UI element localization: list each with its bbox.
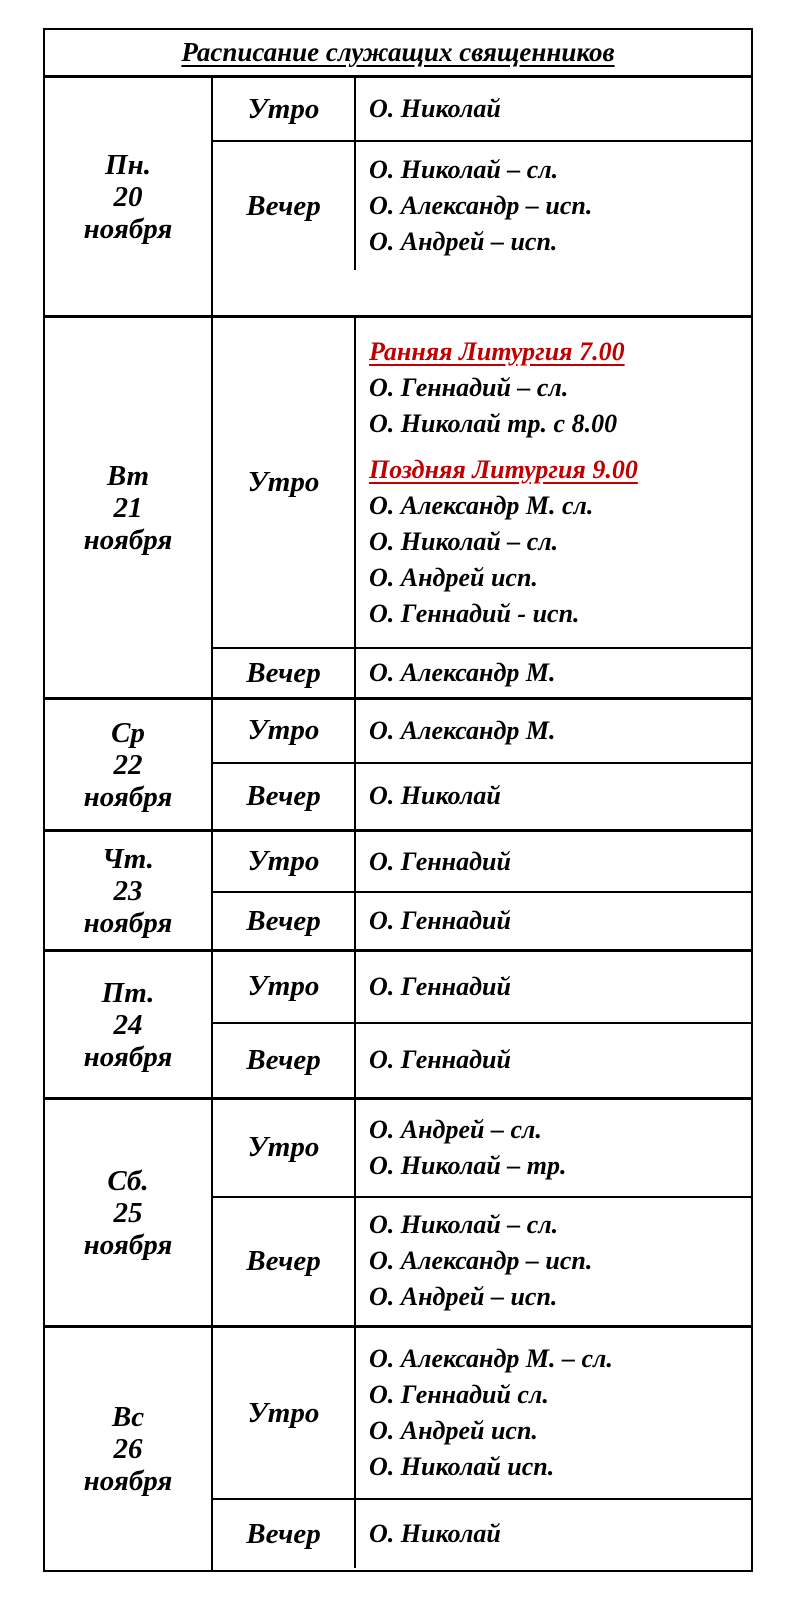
slot-label: Вечер bbox=[213, 1024, 356, 1097]
date-number: 24 bbox=[113, 1008, 143, 1041]
date-number: 22 bbox=[113, 748, 143, 781]
priest-entry: О. Андрей исп. bbox=[369, 1416, 538, 1445]
month: ноября bbox=[83, 906, 173, 939]
priest-entry: О. Николай bbox=[369, 94, 501, 123]
time-slot bbox=[213, 318, 751, 649]
slot-priests bbox=[356, 1198, 751, 1325]
weekday: Ср bbox=[111, 716, 145, 749]
priest-entry: О. Николай – сл. bbox=[369, 1210, 559, 1240]
day-row bbox=[45, 952, 751, 1100]
day-row bbox=[45, 700, 751, 832]
day-slots bbox=[213, 318, 751, 697]
priest-entry: О. Николай – сл. bbox=[369, 155, 559, 184]
day-row bbox=[45, 78, 751, 318]
priest-entry: О. Николай bbox=[369, 781, 501, 811]
slot-label: Вечер bbox=[213, 142, 356, 270]
slot-priests bbox=[356, 893, 751, 949]
day-label bbox=[45, 1328, 213, 1570]
liturgy-heading: Поздняя Литургия 9.00 bbox=[369, 454, 638, 484]
month: ноября bbox=[83, 1228, 173, 1261]
priest-entry: О. Андрей – сл. bbox=[369, 1114, 542, 1144]
date-number: 23 bbox=[113, 874, 143, 907]
priest-entry: О. Николай – сл. bbox=[369, 526, 559, 556]
date-number: 20 bbox=[113, 180, 143, 213]
month: ноября bbox=[83, 523, 173, 556]
priest-entry: О. Геннадий bbox=[369, 846, 511, 876]
time-slot bbox=[213, 764, 751, 829]
priest-entry: О. Геннадий bbox=[369, 906, 511, 936]
priest-entry: О. Александр М. bbox=[369, 658, 556, 688]
day-slots bbox=[213, 832, 751, 949]
liturgy-heading: Ранняя Литургия 7.00 bbox=[369, 336, 625, 366]
slot-priests bbox=[356, 1500, 751, 1568]
slot-priests bbox=[356, 700, 751, 762]
day-label bbox=[45, 78, 213, 315]
priest-entry: О. Александр М. сл. bbox=[369, 490, 594, 520]
priest-entry: О. Александр – исп. bbox=[369, 191, 593, 220]
weekday: Пт. bbox=[101, 976, 155, 1009]
day-slots bbox=[213, 700, 751, 829]
day-slots bbox=[213, 78, 751, 315]
slot-priests bbox=[356, 764, 751, 829]
priest-entry: О. Андрей – исп. bbox=[369, 1282, 558, 1312]
weekday: Вт bbox=[106, 459, 150, 492]
day-row bbox=[45, 1328, 751, 1570]
slot-label: Вечер bbox=[213, 1500, 356, 1568]
time-slot bbox=[213, 1100, 751, 1198]
day-row bbox=[45, 832, 751, 952]
slot-priests bbox=[356, 318, 751, 647]
month: ноября bbox=[83, 1040, 173, 1073]
time-slot bbox=[213, 1024, 751, 1097]
day-row bbox=[45, 318, 751, 700]
priest-entry: О. Геннадий bbox=[369, 971, 511, 1001]
time-slot bbox=[213, 952, 751, 1024]
month: ноября bbox=[83, 780, 173, 813]
time-slot bbox=[213, 1500, 751, 1568]
slot-label: Вечер bbox=[213, 649, 356, 697]
time-slot bbox=[213, 78, 751, 142]
time-slot bbox=[213, 649, 751, 697]
day-slots bbox=[213, 1328, 751, 1570]
time-slot bbox=[213, 142, 751, 270]
weekday: Сб. bbox=[107, 1164, 149, 1197]
date-number: 21 bbox=[113, 491, 143, 524]
weekday: Пн. bbox=[105, 148, 151, 181]
weekday: Чт. bbox=[102, 842, 154, 875]
weekday: Вс bbox=[111, 1401, 145, 1433]
priest-entry: О. Андрей исп. bbox=[369, 562, 538, 592]
priest-entry: О. Николай исп. bbox=[369, 1452, 555, 1481]
slot-label: Утро bbox=[213, 78, 356, 140]
day-slots bbox=[213, 1100, 751, 1325]
slot-label: Утро bbox=[213, 1100, 356, 1196]
time-slot bbox=[213, 1198, 751, 1325]
day-label bbox=[45, 318, 213, 697]
slot-label: Вечер bbox=[213, 893, 356, 949]
priest-entry: О. Андрей – исп. bbox=[369, 227, 558, 256]
priest-entry: О. Геннадий – сл. bbox=[369, 372, 569, 402]
slot-label: Утро bbox=[213, 952, 356, 1022]
slot-priests bbox=[356, 832, 751, 891]
priest-entry: О. Геннадий сл. bbox=[369, 1380, 549, 1409]
priest-entry: О. Николай – тр. bbox=[369, 1150, 567, 1180]
day-slots bbox=[213, 952, 751, 1097]
day-label bbox=[45, 700, 213, 829]
priest-entry: О. Николай bbox=[369, 1519, 501, 1548]
title-text: Расписание служащих священников bbox=[181, 37, 615, 67]
time-slot bbox=[213, 893, 751, 949]
slot-priests bbox=[356, 952, 751, 1022]
day-label bbox=[45, 1100, 213, 1325]
slot-priests bbox=[356, 1100, 751, 1196]
day-label bbox=[45, 952, 213, 1097]
day-label bbox=[45, 832, 213, 949]
slot-label: Утро bbox=[213, 1328, 356, 1498]
day-row bbox=[45, 1100, 751, 1328]
date-number: 26 bbox=[113, 1433, 143, 1465]
schedule-table bbox=[43, 28, 753, 1572]
priest-entry: О. Александр – исп. bbox=[369, 1246, 593, 1276]
month: ноября bbox=[83, 212, 173, 245]
date-number: 25 bbox=[113, 1196, 143, 1229]
slot-priests bbox=[356, 1024, 751, 1097]
slot-priests bbox=[356, 142, 751, 270]
time-slot bbox=[213, 700, 751, 764]
table-title bbox=[45, 30, 751, 78]
slot-label: Утро bbox=[213, 700, 356, 762]
slot-label: Вечер bbox=[213, 764, 356, 829]
slot-priests bbox=[356, 1328, 751, 1498]
slot-priests bbox=[356, 78, 751, 140]
slot-label: Утро bbox=[213, 832, 356, 891]
month: ноября bbox=[83, 1465, 173, 1497]
time-slot bbox=[213, 832, 751, 893]
slot-priests bbox=[356, 649, 751, 697]
priest-entry: О. Геннадий bbox=[369, 1045, 511, 1075]
slot-label: Вечер bbox=[213, 1198, 356, 1325]
slot-label: Утро bbox=[213, 318, 356, 647]
days-container bbox=[45, 78, 751, 1570]
priest-entry: О. Геннадий - исп. bbox=[369, 598, 580, 628]
priest-entry: О. Александр М. bbox=[369, 715, 556, 745]
time-slot bbox=[213, 1328, 751, 1500]
priest-entry: О. Александр М. – сл. bbox=[369, 1344, 613, 1373]
priest-entry: О. Николай тр. с 8.00 bbox=[369, 408, 618, 438]
